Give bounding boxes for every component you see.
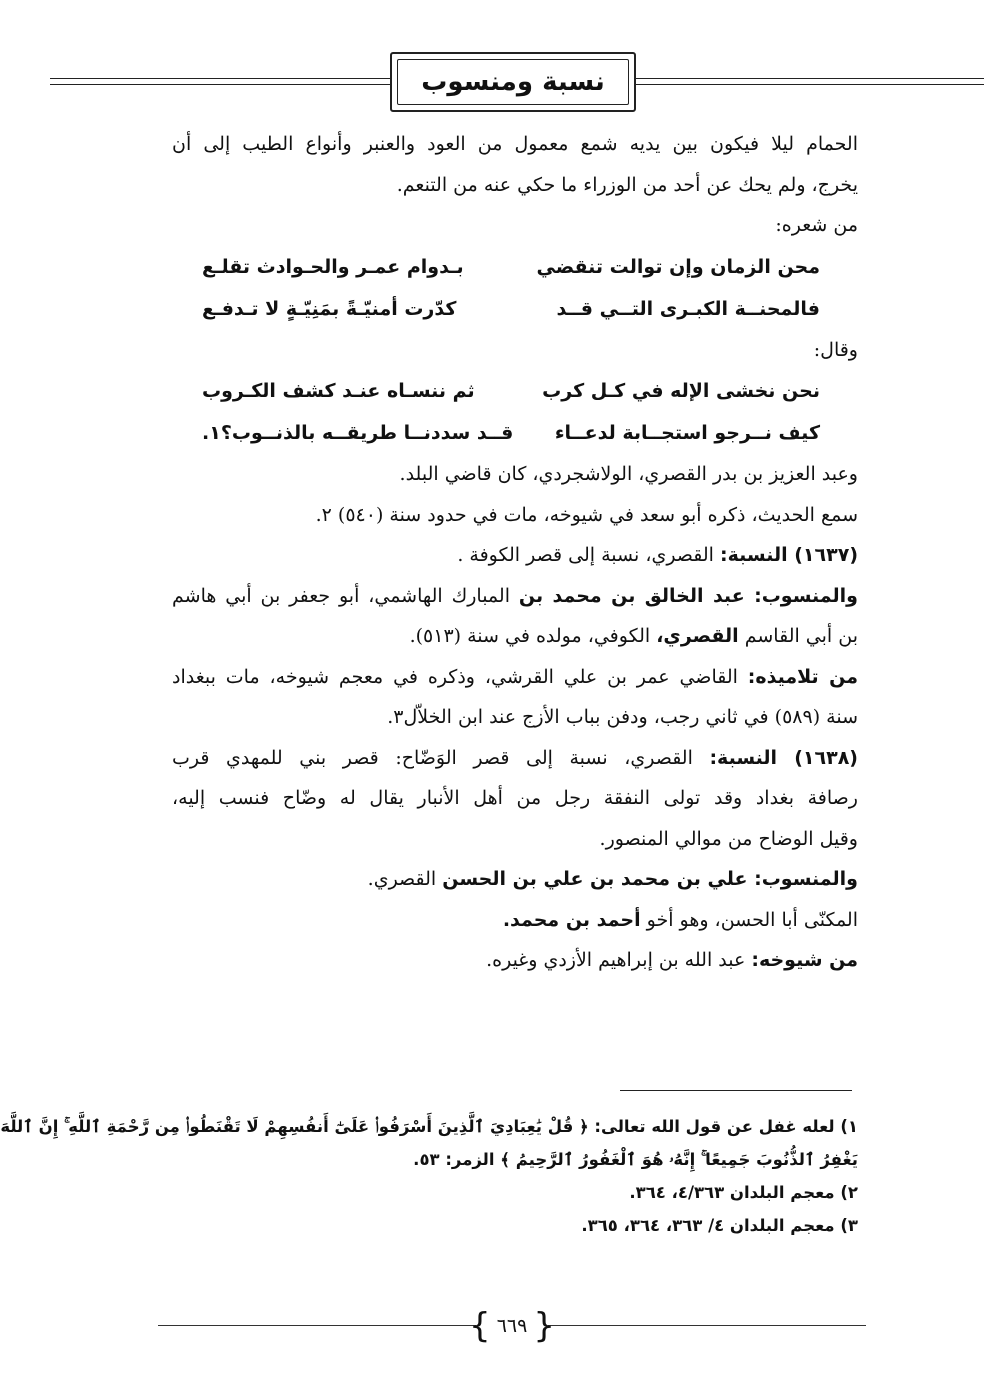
paragraph [172, 535, 858, 576]
page-number-frame [469, 1306, 555, 1346]
verse-second-hemistich: قــد سددنــا طريقــه بالذنــوب؟١. [202, 422, 514, 444]
entry-label: من تلاميذه: [747, 665, 858, 688]
paragraph: من شعره: [775, 214, 858, 236]
paragraph [172, 940, 858, 981]
main-text [172, 124, 858, 981]
entry-text: القاضي عمر بن علي القرشي، وذكره في معجم شيوخه، مات ببغداد [172, 665, 748, 688]
verse-first-hemistich: فالمحنــة الكبـرى التــي قــد [556, 297, 820, 320]
poem-verse [172, 288, 858, 330]
paragraph: وقيل الوضاح من موالي المنصور. [599, 827, 858, 850]
header-rule-left-top [50, 78, 390, 79]
footnote: يَغْفِرُ ٱلذُّنُوبَ جَمِيعًا ۚ إِنَّهُۥ هُوَ ٱلْغَفُورُ ٱلرَّحِيمُ ﴾ الزمر: ٥٣. [413, 1150, 858, 1169]
brace-right-icon: { [533, 1306, 555, 1346]
header-title-inner-frame [397, 59, 629, 105]
header-title-frame [390, 52, 636, 112]
paragraph [172, 576, 858, 617]
poem-verse [172, 246, 858, 288]
header-rule-left-bottom [50, 84, 390, 85]
entry-label: والمنسوب: [754, 584, 858, 607]
entry-label: (١٦٣٧) النسبة: [720, 544, 858, 566]
entry-text: الكوفي، مولده في سنة (٥١٣). [409, 625, 657, 647]
paragraph: سنة (٥٨٩) في ثاني رجب، ودفن بباب الأزج عند ابن الخلاّل٣. [387, 706, 858, 728]
verse-first-hemistich: نحن نخشى الإله في كـل كرب [542, 380, 820, 402]
page-title: نسبة ومنسوب [421, 67, 605, 97]
verse-second-hemistich: كدّرت أمنيّـةً بمَنِيّـةٍ لا تـدفـع [202, 297, 457, 320]
person-name: أحمد بن محمد. [502, 908, 641, 931]
verse-first-hemistich: محن الزمان وإن توالت تنقضي [536, 255, 820, 278]
paragraph: يخرج، ولم يحك عن أحد من الوزراء ما حكي عنه من التنعم. [396, 173, 858, 196]
entry-text: المكنّى أبا الحسن، وهو أخو [640, 908, 858, 931]
entry-text: المبارك الهاشمي، أبو جعفر بن أبي هاشم [172, 584, 519, 607]
verse-second-hemistich: ثم ننسـاه عنـد كشف الكـروب [202, 380, 475, 402]
paragraph [172, 900, 858, 941]
entry-text: القصري، نسبة إلى قصر الوَضّاح: قصر بني للمهدي قرب [172, 746, 710, 769]
footnote: ١) لعله غفل عن قول الله تعالى: ﴿ قُلْ يَٰعِبَادِيَ ٱلَّذِينَ أَسْرَفُوا۟ عَلَىٰٓ أَنفُسِهِمْ لَا تَقْنَطُوا۟ مِن رَّحْمَةِ ٱللَّهِ ۚ إِنَّ ٱللَّهَ [0, 1117, 858, 1136]
paragraph: وقال: [813, 338, 858, 361]
poem-verse [172, 412, 858, 454]
footer-rule-right [548, 1325, 866, 1326]
page-number: ٦٦٩ [496, 1315, 528, 1337]
footnote: ٢) معجم البلدان ٤/٣٦٣، ٣٦٤. [629, 1183, 858, 1202]
entry-text: بن أبي القاسم [738, 625, 858, 647]
paragraph [172, 738, 858, 779]
entry-label: من شيوخه: [751, 949, 858, 971]
verse-first-hemistich: كيف نــرجو استجــابة لدعــاء [554, 422, 820, 444]
entry-label: (١٦٣٨) النسبة: [709, 746, 858, 769]
footnote: ٣) معجم البلدان ٤/ ٣٦٣، ٣٦٤، ٣٦٥. [581, 1216, 858, 1235]
footnote-separator [620, 1090, 852, 1091]
header-rule-right-bottom [636, 84, 984, 85]
paragraph: الحمام ليلا فيكون بين يديه شمع معمول من العود والعنبر وأنواع الطيب إلى أن [172, 133, 858, 155]
entry-text: القصري. [367, 868, 443, 890]
entry-text: القصري، نسبة إلى قصر الكوفة . [457, 544, 720, 566]
entry-text: عبد الله بن إبراهيم الأزدي وغيره. [486, 949, 752, 971]
footnotes [0, 1110, 858, 1242]
paragraph [172, 859, 858, 900]
header-rule-right-top [636, 78, 984, 79]
brace-left-icon: } [469, 1306, 491, 1346]
paragraph: وعبد العزيز بن بدر القصري، الولاشجردي، كان قاضي البلد. [399, 463, 858, 485]
nisba-term: القصري، [656, 625, 739, 647]
footer-rule-left [158, 1325, 476, 1326]
paragraph [172, 657, 858, 698]
poem-verse [172, 370, 858, 412]
paragraph: رصافة بغداد وقد تولى النفقة رجل من أهل الأنبار يقال له وضّاح فنسب إليه، [172, 787, 858, 809]
paragraph: سمع الحديث، ذكره أبو سعد في شيوخه، مات في حدود سنة (٥٤٠) ٢. [315, 503, 858, 526]
paragraph [172, 616, 858, 657]
person-name: عبد الخالق بن محمد بن [518, 584, 755, 607]
verse-second-hemistich: بـدوام عمـر والحـوادث تقلـع [202, 255, 464, 278]
entry-label: والمنسوب: علي بن محمد بن علي بن الحسن [442, 868, 858, 890]
